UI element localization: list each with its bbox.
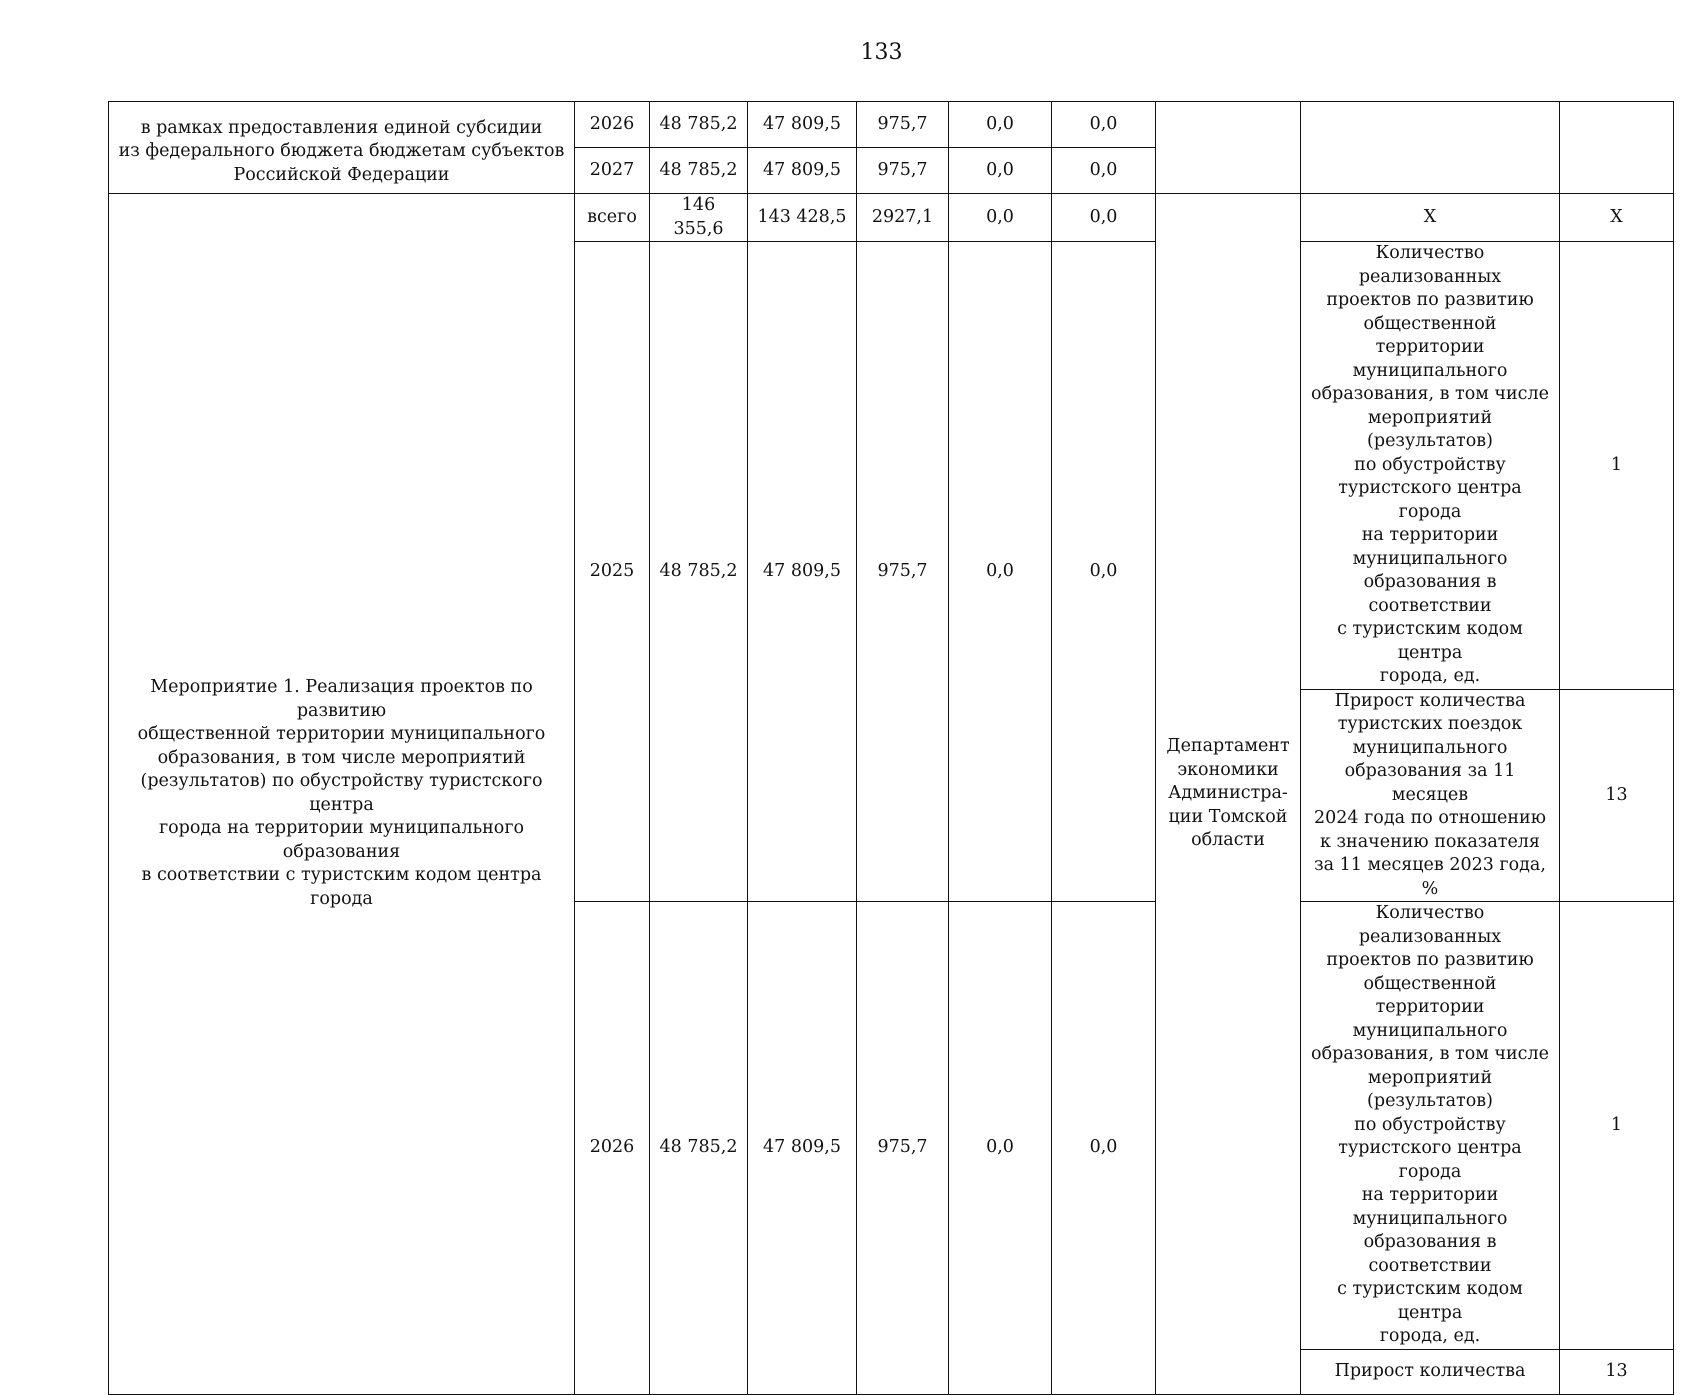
measure-description: Мероприятие 1. Реализация проектов по развитию общественной территории муниципального образования, в том числе мероприятий (результатов) по обустройству туристского центра города на территории муниципального образования в соответствии с туристским кодом центра города (109, 194, 575, 1395)
local-budget-cell: 0,0 (949, 902, 1052, 1395)
program-measures-table (108, 101, 1674, 1395)
executor-cell: Департамент экономики Администра- ции Томской области (1156, 194, 1301, 1395)
indicator-value-cell-empty (1560, 102, 1674, 194)
regional-budget-cell: 975,7 (857, 148, 949, 194)
table-row (109, 194, 1674, 242)
measure-description: в рамках предоставления единой субсидии из федерального бюджета бюджетам субъектов Российской Федерации (109, 102, 575, 194)
local-budget-cell: 0,0 (949, 194, 1052, 242)
federal-budget-cell: 143 428,5 (748, 194, 857, 242)
year-cell: 2026 (575, 102, 650, 148)
regional-budget-cell: 2927,1 (857, 194, 949, 242)
indicator-cell: X (1301, 194, 1560, 242)
other-sources-cell: 0,0 (1052, 902, 1156, 1395)
total-cell: 48 785,2 (650, 102, 748, 148)
total-cell: 146 355,6 (650, 194, 748, 242)
year-cell: 2027 (575, 148, 650, 194)
page-number: 133 (860, 40, 903, 65)
indicator-cell: Количество реализованных проектов по развитию общественной территории муниципального образования, в том числе мероприятий (результатов) по обустройству туристского центра города на территории муниципального образования в соответствии с туристским кодом центра города, ед. (1301, 902, 1560, 1350)
indicator-value-cell: 1 (1560, 242, 1674, 690)
federal-budget-cell: 47 809,5 (748, 902, 857, 1395)
other-sources-cell: 0,0 (1052, 148, 1156, 194)
year-cell: 2025 (575, 242, 650, 902)
total-cell: 48 785,2 (650, 242, 748, 902)
indicator-cell: Прирост количества туристских поездок муниципального образования за 11 месяцев 2024 года по отношению к значению показателя за 11 месяцев 2023 года, % (1301, 689, 1560, 902)
indicator-cell-empty (1301, 102, 1560, 194)
table-row (109, 102, 1674, 148)
regional-budget-cell: 975,7 (857, 902, 949, 1395)
other-sources-cell: 0,0 (1052, 242, 1156, 902)
federal-budget-cell: 47 809,5 (748, 102, 857, 148)
local-budget-cell: 0,0 (949, 242, 1052, 902)
indicator-value-cell: X (1560, 194, 1674, 242)
other-sources-cell: 0,0 (1052, 194, 1156, 242)
total-cell: 48 785,2 (650, 902, 748, 1395)
local-budget-cell: 0,0 (949, 148, 1052, 194)
year-cell: 2026 (575, 902, 650, 1395)
indicator-value-cell: 1 (1560, 902, 1674, 1350)
federal-budget-cell: 47 809,5 (748, 242, 857, 902)
regional-budget-cell: 975,7 (857, 102, 949, 148)
indicator-cell: Количество реализованных проектов по развитию общественной территории муниципального образования, в том числе мероприятий (результатов) по обустройству туристского центра города на территории муниципального образования в соответствии с туристским кодом центра города, ед. (1301, 242, 1560, 690)
local-budget-cell: 0,0 (949, 102, 1052, 148)
total-cell: 48 785,2 (650, 148, 748, 194)
indicator-value-cell: 13 (1560, 689, 1674, 902)
year-cell: всего (575, 194, 650, 242)
indicator-cell: Прирост количества (1301, 1349, 1560, 1394)
executor-cell-empty (1156, 102, 1301, 194)
federal-budget-cell: 47 809,5 (748, 148, 857, 194)
other-sources-cell: 0,0 (1052, 102, 1156, 148)
regional-budget-cell: 975,7 (857, 242, 949, 902)
indicator-value-cell: 13 (1560, 1349, 1674, 1394)
